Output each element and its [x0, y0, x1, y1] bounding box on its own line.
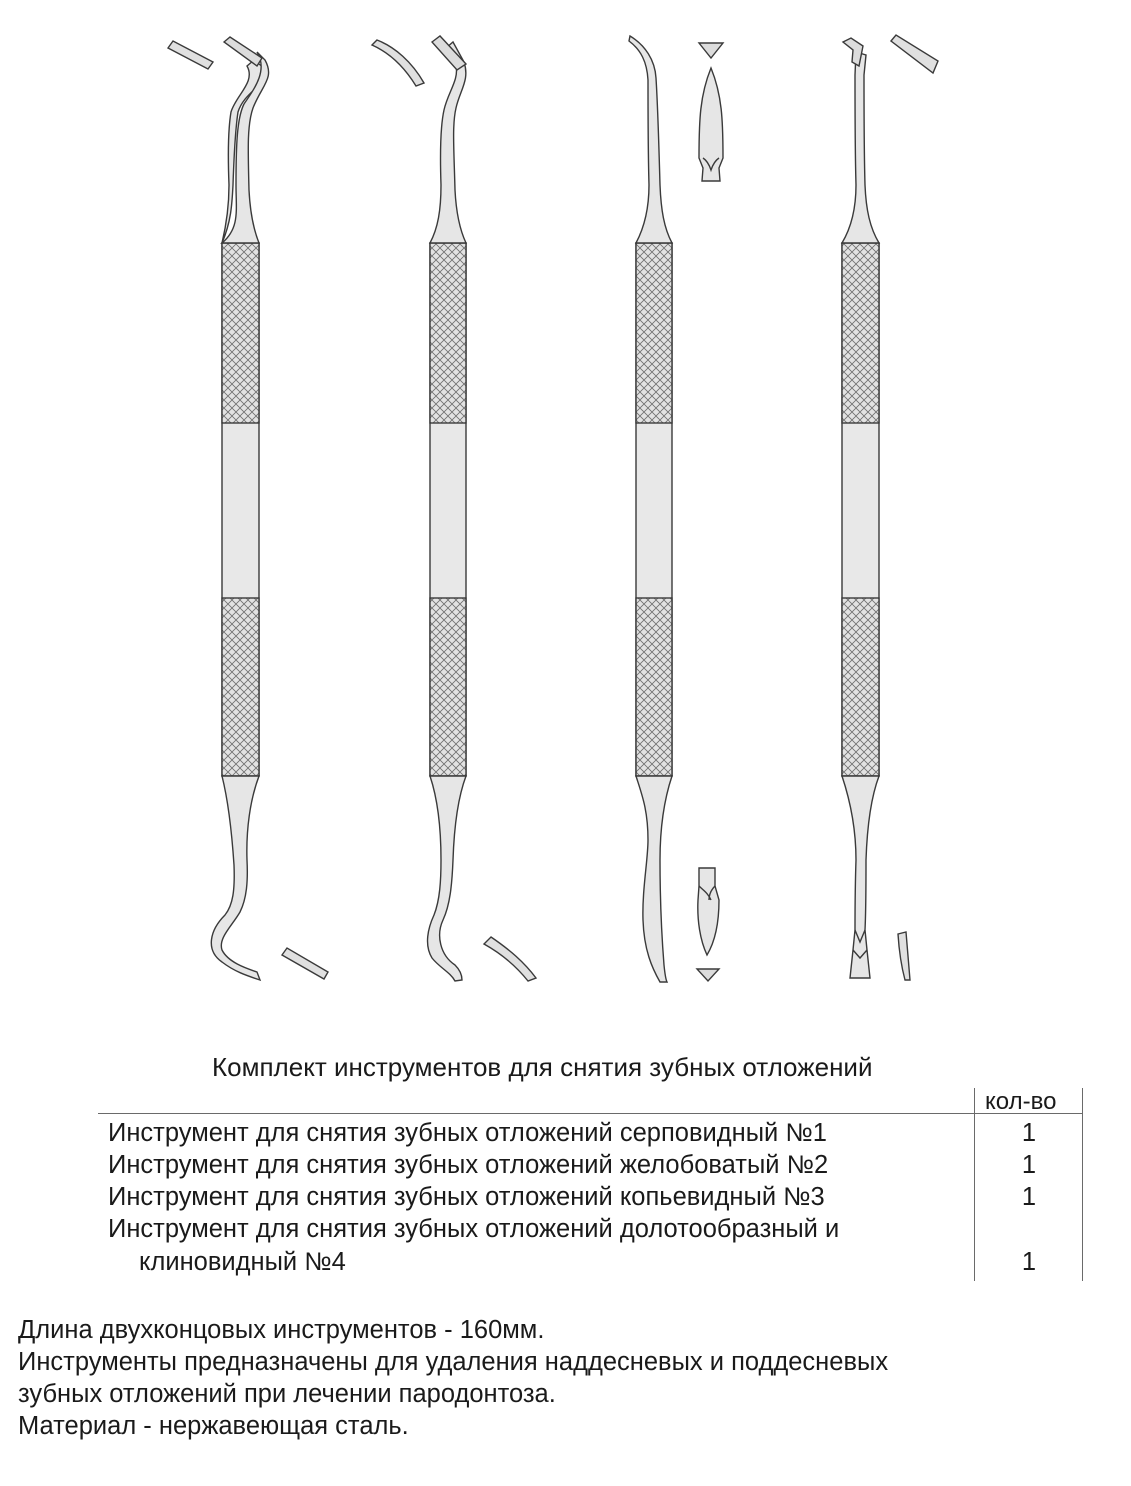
table-row-2-qty: 1 — [1021, 1151, 1037, 1179]
instrument-2-lower-shank — [428, 776, 466, 981]
instrument-4-upper-section — [891, 35, 938, 73]
table-row-1-qty: 1 — [1021, 1119, 1037, 1147]
instrument-2-upper-section — [372, 40, 424, 86]
table-row-4-name: Инструмент для снятия зубных отложений долотообразный и — [108, 1215, 840, 1243]
instrument-2-grip-bottom — [430, 598, 466, 776]
instrument-3-top-section — [699, 43, 723, 58]
instrument-3-lower-shank — [636, 776, 672, 982]
instrument-2-curette — [372, 36, 536, 981]
instrument-2-grip-top — [430, 243, 466, 423]
instrument-4-lower-shank — [842, 776, 879, 978]
instrument-1-lower-shank — [211, 776, 260, 980]
table-row-1-name: Инструмент для снятия зубных отложений серповидный №1 — [108, 1119, 827, 1147]
instrument-4-lower-section — [898, 932, 910, 980]
note-purpose-line-2: зубных отложений при лечении пародонтоза. — [18, 1380, 556, 1408]
kit-title: Комплект инструментов для снятия зубных отложений — [212, 1052, 873, 1082]
table-row-2-name: Инструмент для снятия зубных отложений желобоватый №2 — [108, 1151, 829, 1179]
note-length: Длина двухконцовых инструментов - 160мм. — [18, 1316, 545, 1344]
qty-column-header: кол-во — [985, 1088, 1057, 1115]
table-row-3-name: Инструмент для снятия зубных отложений копьевидный №3 — [108, 1183, 825, 1211]
instrument-4-chisel — [842, 35, 938, 980]
instrument-3-grip-top — [636, 243, 672, 423]
table-row-3-qty: 1 — [1021, 1183, 1037, 1211]
instrument-1-lower-section — [282, 948, 328, 979]
instrument-4-upper-shank — [842, 52, 879, 243]
instrument-1-sickle — [168, 37, 328, 980]
instrument-2-upper-tip — [432, 36, 466, 70]
note-material: Материал - нержавеющая сталь. — [18, 1412, 409, 1440]
instrument-4-grip-bottom — [842, 598, 879, 776]
note-purpose-line-1: Инструменты предназначены для удаления наддесневых и поддесневых — [18, 1348, 889, 1376]
instrument-3-top-profile — [699, 68, 723, 181]
table-header-divider — [98, 1113, 1082, 1114]
instrument-1-upper-section — [168, 41, 213, 69]
table-row-4-name-continued: клиновидный №4 — [139, 1248, 346, 1276]
instrument-1-grip-top — [222, 243, 259, 423]
instrument-4-upper-tip — [843, 38, 863, 66]
instrument-4-grip-top — [842, 243, 879, 423]
instrument-2-upper-shank — [430, 42, 466, 243]
instrument-1-grip-bottom — [222, 598, 259, 776]
instrument-3-bottom-profile — [698, 868, 719, 955]
instrument-2-lower-section — [484, 937, 536, 981]
instrument-3-upper-shank — [629, 36, 672, 243]
table-row-4-qty: 1 — [1021, 1248, 1037, 1276]
instrument-3-bottom-section — [697, 969, 719, 981]
instrument-3-spear — [629, 36, 723, 982]
instrument-1-upper-tip — [224, 37, 262, 66]
instrument-3-grip-bottom — [636, 598, 672, 776]
